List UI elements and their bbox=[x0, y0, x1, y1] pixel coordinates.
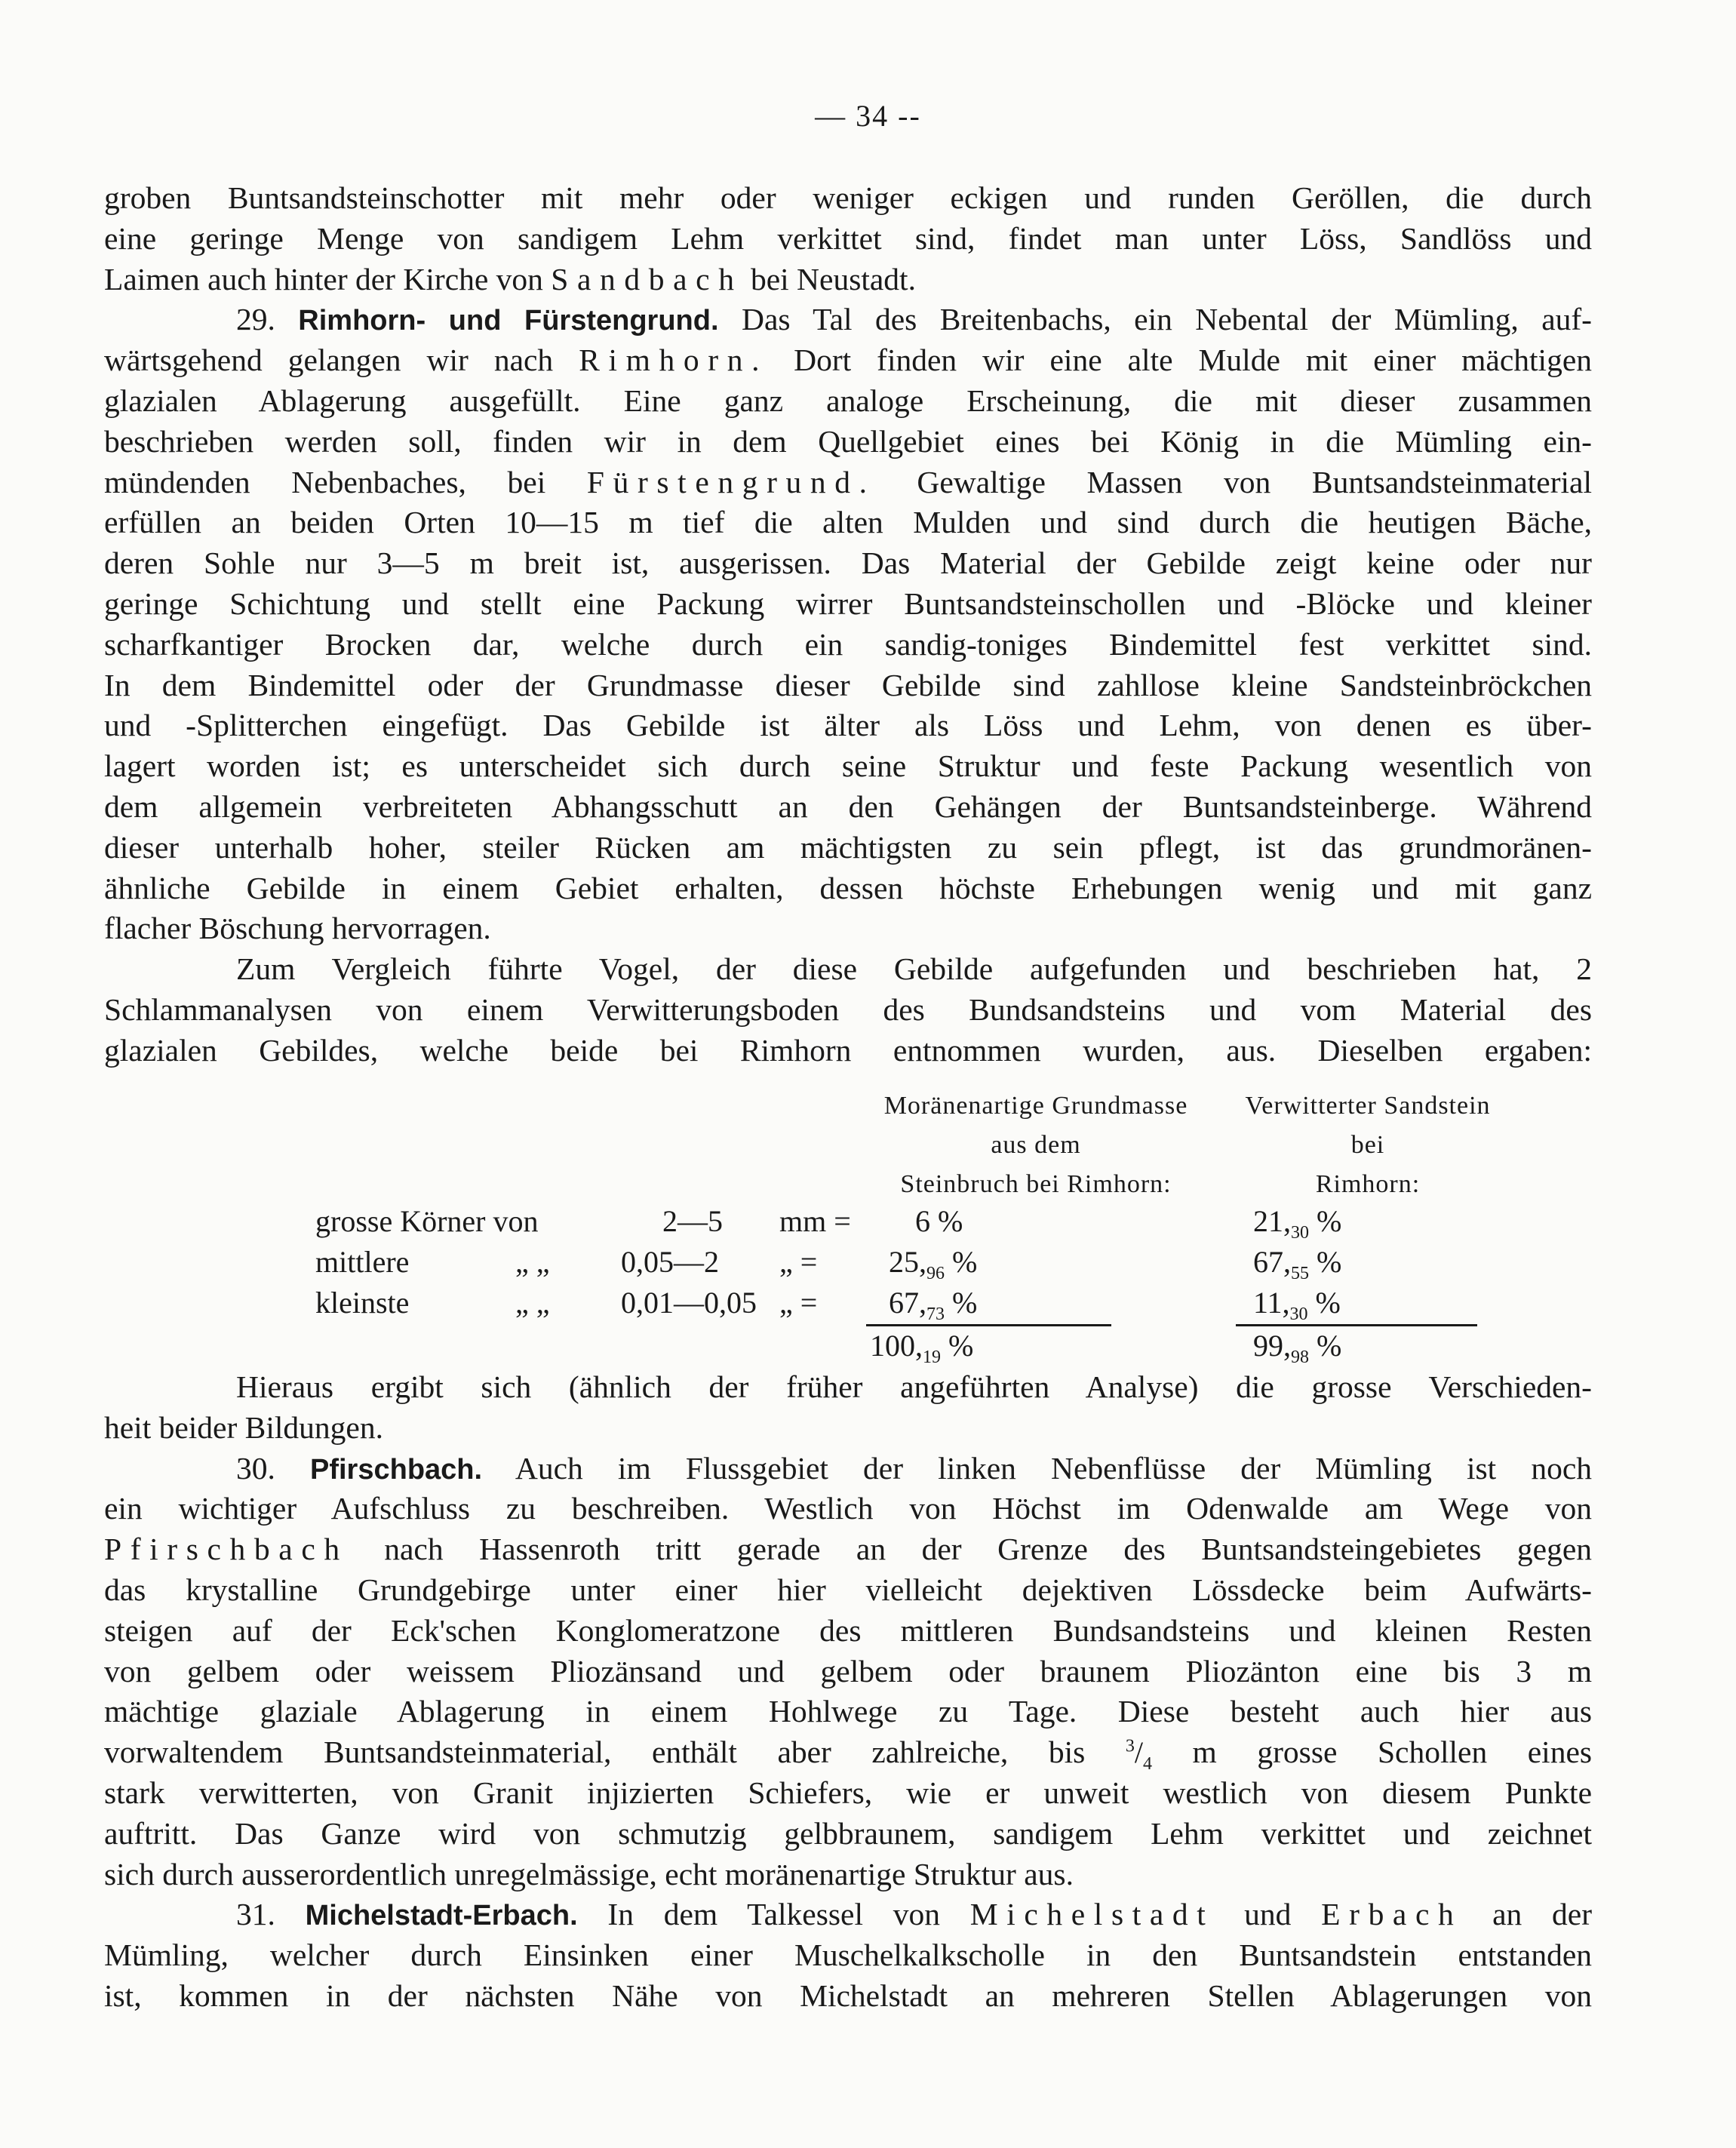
text-line: wärtsgehend gelangen wir nach Rimhorn. Dort finden wir eine alte Mulde mit einer mächtigen bbox=[104, 343, 1592, 378]
text-line: Pfirschbach nach Hassenroth tritt gerade an der Grenze des Buntsandsteingebietes gegen bbox=[104, 1532, 1592, 1567]
text-line: lagert worden ist; es unterscheidet sich durch seine Struktur und feste Packung wesentlich von bbox=[104, 748, 1592, 784]
text-line: flacher Böschung hervorragen. bbox=[104, 911, 491, 946]
table-row: kleinste „ „ 0,01—0,05 „ = $67,_{73}$ % $11,_{30}$ % bbox=[315, 1286, 1341, 1324]
text-line: Hieraus ergibt sich (ähnlich der früher angeführten Analyse) die grosse Verschieden- bbox=[236, 1369, 1592, 1404]
table-row: grosse Körner von 2—5 mm = 6 % $21,_{30}$ % bbox=[315, 1204, 1342, 1243]
section-30-heading: 30. Pfirschbach. Auch im Flussgebiet der linken Nebenflüsse der Mümling ist noch bbox=[236, 1450, 1593, 1486]
text-line: Zum Vergleich führte Vogel, der diese Gebilde aufgefunden und beschrieben hat, 2 bbox=[236, 951, 1592, 987]
section-29-heading: 29. Rimhorn- und Fürstengrund. Das Tal des Breitenbachs, ein Nebental der Mümling, auf- bbox=[236, 302, 1593, 337]
text-line: vorwaltendem Buntsandsteinmaterial, enthält aber zahlreiche, bis $^3/_4$ m grosse Schollen eines bbox=[104, 1735, 1593, 1775]
text-line: glazialen Gebildes, welche beide bei Rimhorn entnommen wurden, aus. Dieselben ergaben: bbox=[104, 1032, 1592, 1068]
analysis-table bbox=[104, 1086, 1592, 1367]
text-line: In dem Bindemittel oder der Grundmasse dieser Gebilde sind zahllose kleine Sandsteinbröckchen bbox=[104, 667, 1592, 702]
text-line: groben Buntsandsteinschotter mit mehr oder weniger eckigen und runden Geröllen, die durch bbox=[104, 180, 1592, 215]
text-line: beschrieben werden soll, finden wir in dem Quellgebiet eines bei König in die Mümling ein- bbox=[104, 423, 1592, 459]
fraction: $^3/_4$ bbox=[1125, 1735, 1152, 1775]
text-line: steigen auf der Eck'schen Konglomeratzone des mittleren Bundsandsteins und kleinen Resten bbox=[104, 1612, 1592, 1648]
text-line: dem allgemein verbreiteten Abhangsschutt an den Gehängen der Buntsandsteinberge. Während bbox=[104, 788, 1592, 824]
text-line: ein wichtiger Aufschluss zu beschreiben. Westlich von Höchst im Odenwalde am Wege von bbox=[104, 1491, 1592, 1526]
table-row: mittlere „ „ 0,05—2 „ = $25,_{96}$ % $67,_{55}$ % bbox=[315, 1245, 1342, 1283]
text-line: das krystalline Grundgebirge unter einer hier vielleicht dejektiven Lössdecke beim Aufwärts- bbox=[104, 1572, 1592, 1607]
table-total-row: $100,_{19}$ % $99,_{98}$ % bbox=[870, 1329, 1342, 1367]
text-line: von gelbem oder weissem Pliozänsand und gelbem oder braunem Pliozänton eine bis 3 m bbox=[104, 1653, 1592, 1689]
section-title: Michelstadt-Erbach. bbox=[305, 1900, 578, 1932]
text-line: geringe Schichtung und stellt eine Packung wirrer Buntsandsteinschollen und -Blöcke und kleiner bbox=[104, 585, 1592, 621]
text-line: mündenden Nebenbaches, bei Fürstengrund. Gewaltige Massen von Buntsandsteinmaterial bbox=[104, 464, 1593, 499]
section-title: Pfirschbach. bbox=[310, 1453, 483, 1486]
text-block-2 bbox=[104, 1367, 1592, 2017]
sum-rule-left bbox=[866, 1324, 1111, 1326]
text-line: scharfkantiger Brocken dar, welche durch ein sandig-toniges Bindemittel fest verkittet sind. bbox=[104, 626, 1592, 662]
text-line: und -Splitterchen eingefügt. Das Gebilde ist älter als Löss und Lehm, von denen es über- bbox=[104, 708, 1592, 743]
text-line: ähnliche Gebilde in einem Gebiet erhalten, dessen höchste Erhebungen wenig und mit ganz bbox=[104, 870, 1592, 905]
text-line: ist, kommen in der nächsten Nähe von Michelstadt an mehreren Stellen Ablagerungen von bbox=[104, 1977, 1592, 2013]
text-line: deren Sohle nur 3—5 m breit ist, ausgerissen. Das Material der Gebilde zeigt keine oder nur bbox=[104, 545, 1592, 581]
text-line: dieser unterhalb hoher, steiler Rücken am mächtigsten zu sein pflegt, ist das grundmoränen- bbox=[104, 829, 1592, 865]
text-line: Mümling, welcher durch Einsinken einer Muschelkalkscholle in den Buntsandstein entstanden bbox=[104, 1938, 1592, 1973]
text-line: heit beider Bildungen. bbox=[104, 1409, 383, 1445]
text-line: erfüllen an beiden Orten 10—15 m tief die alten Mulden und sind durch die heutigen Bäche, bbox=[104, 505, 1592, 540]
text-line: auftritt. Das Ganze wird von schmutzig gelbbraunem, sandigem Lehm verkittet und zeichnet bbox=[104, 1815, 1592, 1851]
column-header-groundmass: Moränenartige Grundmasse aus dem Steinbruch bei Rimhorn: bbox=[883, 1092, 1188, 1198]
text-line: Schlammanalysen von einem Verwitterungsboden des Bundsandsteins und vom Material des bbox=[104, 991, 1592, 1027]
text-line: mächtige glaziale Ablagerung in einem Hohlwege zu Tage. Diese besteht auch hier aus bbox=[104, 1694, 1592, 1729]
section-31-heading: 31. Michelstadt-Erbach. In dem Talkessel von Michelstadt und Erbach an der bbox=[236, 1897, 1593, 1932]
column-header-sandstone: Verwitterter Sandstein bei Rimhorn: bbox=[1245, 1092, 1491, 1198]
section-title: Rimhorn- und Fürstengrund. bbox=[298, 305, 719, 337]
sum-rule-right bbox=[1236, 1324, 1477, 1326]
text-line: glazialen Ablagerung ausgefüllt. Eine ganz analoge Erscheinung, die mit dieser zusammen bbox=[104, 383, 1592, 418]
page-number: — 34 -- bbox=[815, 99, 921, 133]
text-line: stark verwitterten, von Granit injizierten Schiefers, wie er unweit westlich von diesem Punkte bbox=[104, 1775, 1592, 1810]
text-line: eine geringe Menge von sandigem Lehm verkittet sind, findet man unter Löss, Sandlöss und bbox=[104, 220, 1592, 256]
text-line: Laimen auch hinter der Kirche von Sandbach bei Neustadt. bbox=[104, 261, 916, 297]
text-block-1 bbox=[104, 178, 1592, 1071]
text-line: sich durch ausserordentlich unregelmässige, echt moränenartige Struktur aus. bbox=[104, 1856, 1074, 1891]
